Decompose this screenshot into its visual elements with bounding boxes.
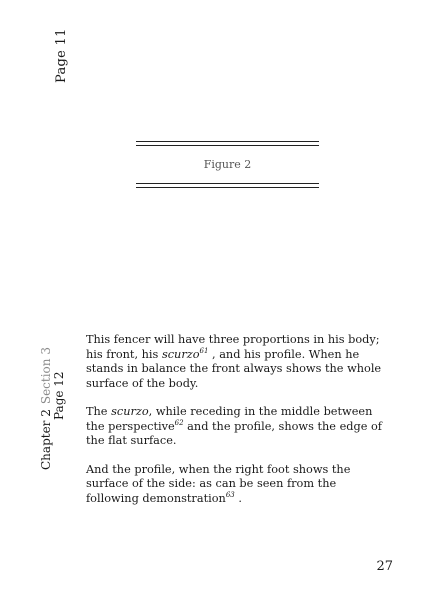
chapter-label: Chapter 2 xyxy=(39,409,53,470)
footnote-ref-63[interactable]: 63 xyxy=(225,490,235,499)
figure-block xyxy=(136,141,319,188)
term-scurzo: scurzo xyxy=(111,405,149,418)
paragraph-3-text-a: And the profile, when the right foot shows the surface of the side: as can be seen from the following demonstration xyxy=(86,462,351,505)
footnote-ref-61[interactable]: 61 xyxy=(199,346,209,355)
paragraph-2 xyxy=(86,405,382,449)
page-label-top: Page 11 xyxy=(54,28,69,83)
paragraph-2-text-a: The xyxy=(86,405,112,418)
paragraph-1-text-a: This fencer will have three proportions in his body; his front, his xyxy=(86,333,380,361)
paragraph-2-text-c: and the profile, shows the edge of the flat surface. xyxy=(86,419,382,447)
footnote-ref-62[interactable]: 62 xyxy=(174,418,184,427)
figure-rule-top-1 xyxy=(136,141,319,142)
section-label: Section 3 xyxy=(39,347,53,405)
paragraph-2-text-b: , while receding in the middle between the perspective xyxy=(86,405,373,433)
figure-rule-bottom-2 xyxy=(136,187,319,188)
body-text xyxy=(86,333,382,520)
paragraph-3-text-b: . xyxy=(234,491,242,505)
figure-caption: Figure 2 xyxy=(203,158,252,171)
term-scurzo: scurzo xyxy=(161,347,200,361)
page-number: 27 xyxy=(376,559,393,574)
paragraph-3 xyxy=(86,463,382,507)
paragraph-1-text-b: , and his profile. When he stands in balance the front always shows the whole surface of the body. xyxy=(86,347,382,390)
chapter-section-label xyxy=(40,342,66,470)
paragraph-1 xyxy=(86,333,382,391)
figure-rule-bottom-1 xyxy=(136,183,319,184)
sidebar-page-label: Page 12 xyxy=(52,371,66,420)
